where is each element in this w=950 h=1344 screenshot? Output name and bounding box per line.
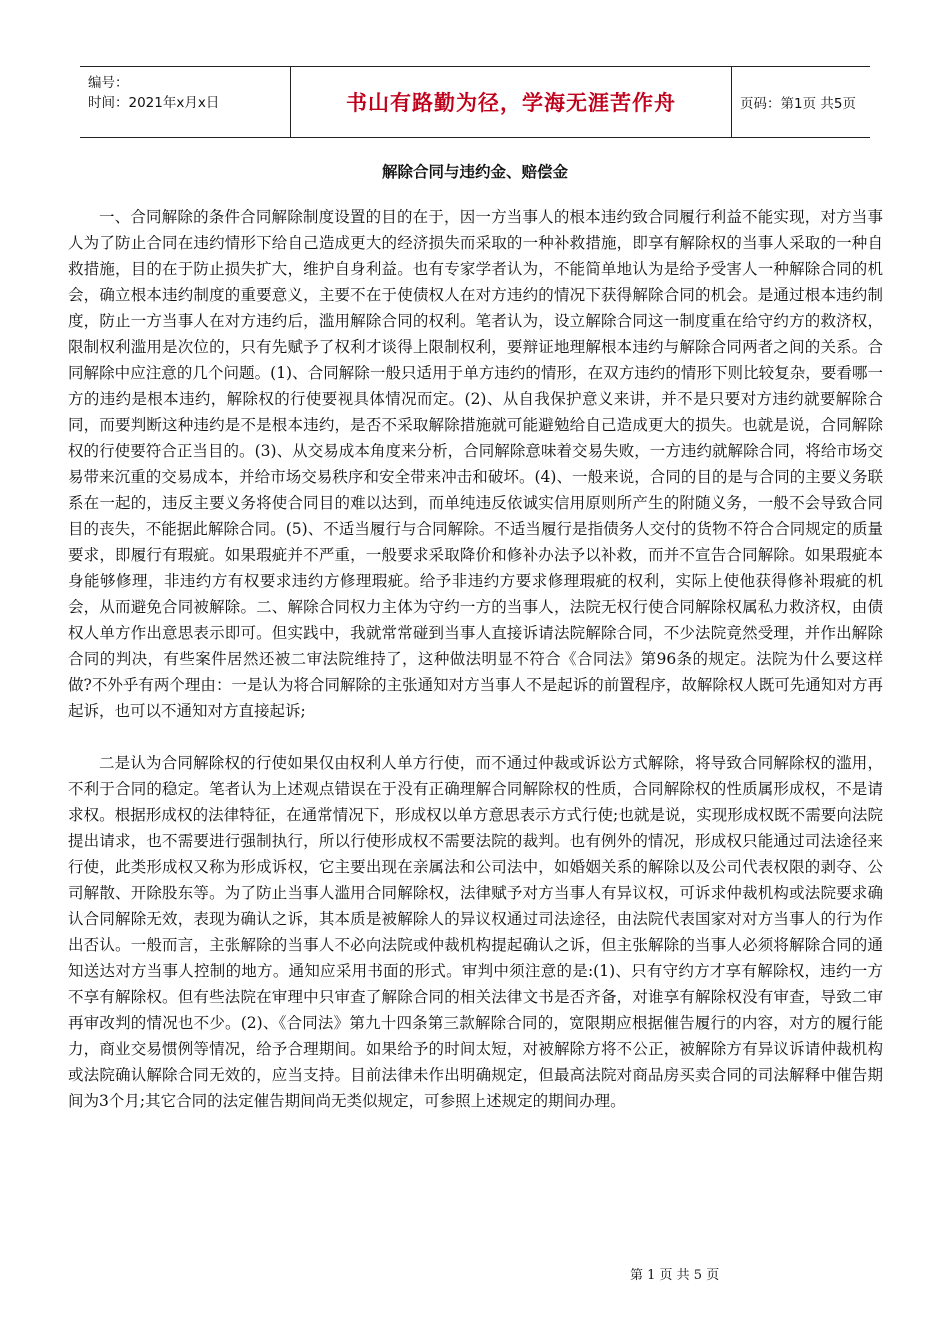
header-motto: 书山有路勤为径，学海无涯苦作舟 (290, 67, 732, 137)
page-footer-number: 第 1 页 共 5 页 (630, 1268, 720, 1283)
body-paragraph: 一、合同解除的条件合同解除制度设置的目的在于，因一方当事人的根本违约致合同履行利益不能实现，对方当事人为了防止合同在违约情形下给自己造成更大的经济损失而采取的一种补救措施，即享有解除权的当事人采取的一种自救措施，目的在于防止损失扩大，维护自身利益。也有专家学者认为，不能简单地认为是给予受害人一种解除合同的机会，确立根本违约制度的重要意义，主要不在于使债权人在对方违约的情况下获得解除合同的机会。是通过根本违约制度，防止一方当事人在对方违约后，滥用解除合同的权利。笔者认为，设立解除合同这一制度重在给守约方的救济权，限制权利滥用是次位的，只有先赋予了权利才谈得上限制权利，要辩证地理解根本违约与解除合同两者之间的关系。合同解除中应注意的几个问题。(1)、合同解除一般只适用于单方违约的情形，在双方违约的情形下则比较复杂，要看哪一方的违约是根本违约，解除权的行使要视具体情况而定。(2)、从自我保护意义来讲，并不是只要对方违约就要解除合同，而要判断这种违约是不是根本违约，是否不采取解除措施就可能避勉给自己造成更大的损失。也就是说，合同解除权的行使要符合正当目的。(3)、从交易成本角度来分析，合同解除意味着交易失败，一方违约就解除合同，将给市场交易带来沉重的交易成本，并给市场交易秩序和安全带来冲击和破坏。(4)、一般来说，合同的目的是与合同的主要义务联系在一起的，违反主要义务将使合同目的难以达到，而单纯违反依诚实信用原则所产生的附随义务，一般不会导致合同目的丧失，不能据此解除合同。(5)、不适当履行与合同解除。不适当履行是指债务人交付的货物不符合合同规定的质量要求，即履行有瑕疵。如果瑕疵并不严重，一般要求采取降价和修补办法予以补救，而并不宣告合同解除。如果瑕疵本身能够修理，非违约方有权要求违约方修理瑕疵。给予非违约方要求修理瑕疵的权利，实际上使他获得修补瑕疵的机会，从而避免合同被解除。二、解除合同权力主体为守约一方的当事人，法院无权行使合同解除权属私力救济权，由债权人单方作出意思表示即可。但实践中，我就常常碰到当事人直接诉请法院解除合同，不少法院竟然受理，并作出解除合同的判决，有些案件居然还被二审法院维持了，这种做法明显不符合《合同法》第96条的规定。法院为什么要这样做?不外乎有两个理由：一是认为将合同解除的主张通知对方当事人不是起诉的前置程序，故解除权人既可先通知对方再起诉，也可以不通知对方直接起诉; (68, 208, 883, 720)
document-body (68, 204, 883, 1114)
body-paragraph: 二是认为合同解除权的行使如果仅由权利人单方行使，而不通过仲裁或诉讼方式解除，将导致合同解除权的滥用，不利于合同的稳定。笔者认为上述观点错误在于没有正确理解合同解除权的性质，合同解除权的性质属形成权，不是请求权。根据形成权的法律特征，在通常情况下，形成权以单方意思表示方式行使;也就是说，实现形成权既不需要向法院提出请求，也不需要进行强制执行，所以行使形成权不需要法院的裁判。也有例外的情况，形成权只能通过司法途径来行使，此类形成权又称为形成诉权，它主要出现在亲属法和公司法中，如婚姻关系的解除以及公司代表权限的剥夺、公司解散、开除股东等。为了防止当事人滥用合同解除权，法律赋予对方当事人有异议权，可诉求仲裁机构或法院要求确认合同解除无效，表现为确认之诉，其本质是被解除人的异议权通过司法途径，由法院代表国家对对方当事人的行为作出否认。一般而言，主张解除的当事人不必向法院或仲裁机构提起确认之诉，但主张解除的当事人必须将解除合同的通知送达对方当事人控制的地方。通知应采用书面的形式。审判中须注意的是:(1)、只有守约方才享有解除权，违约一方不享有解除权。但有些法院在审理中只审查了解除合同的相关法律文书是否齐备，对谁享有解除权没有审查，导致二审再审改判的情况也不少。(2)、《合同法》第九十四条第三款解除合同的，宽限期应根据催告履行的内容，对方的履行能力，商业交易惯例等情况，给予合理期间。如果给予的时间太短，对被解除方将不公正，被解除方有异议诉请仲裁机构或法院确认解除合同无效的，应当支持。目前法律未作出明确规定，但最高法院对商品房买卖合同的司法解释中催告期间为3个月;其它合同的法定催告期间尚无类似规定，可参照上述规定的期间办理。 (68, 754, 883, 1110)
document-time-label: 时间：2021年x月x日 (88, 95, 220, 111)
header-meta (88, 73, 288, 113)
header-page-info: 页码：第1页 共5页 (740, 96, 856, 112)
document-title: 解除合同与违约金、赔偿金 (381, 163, 568, 181)
document-number-label: 编号： (88, 75, 129, 91)
page-header (80, 66, 870, 138)
